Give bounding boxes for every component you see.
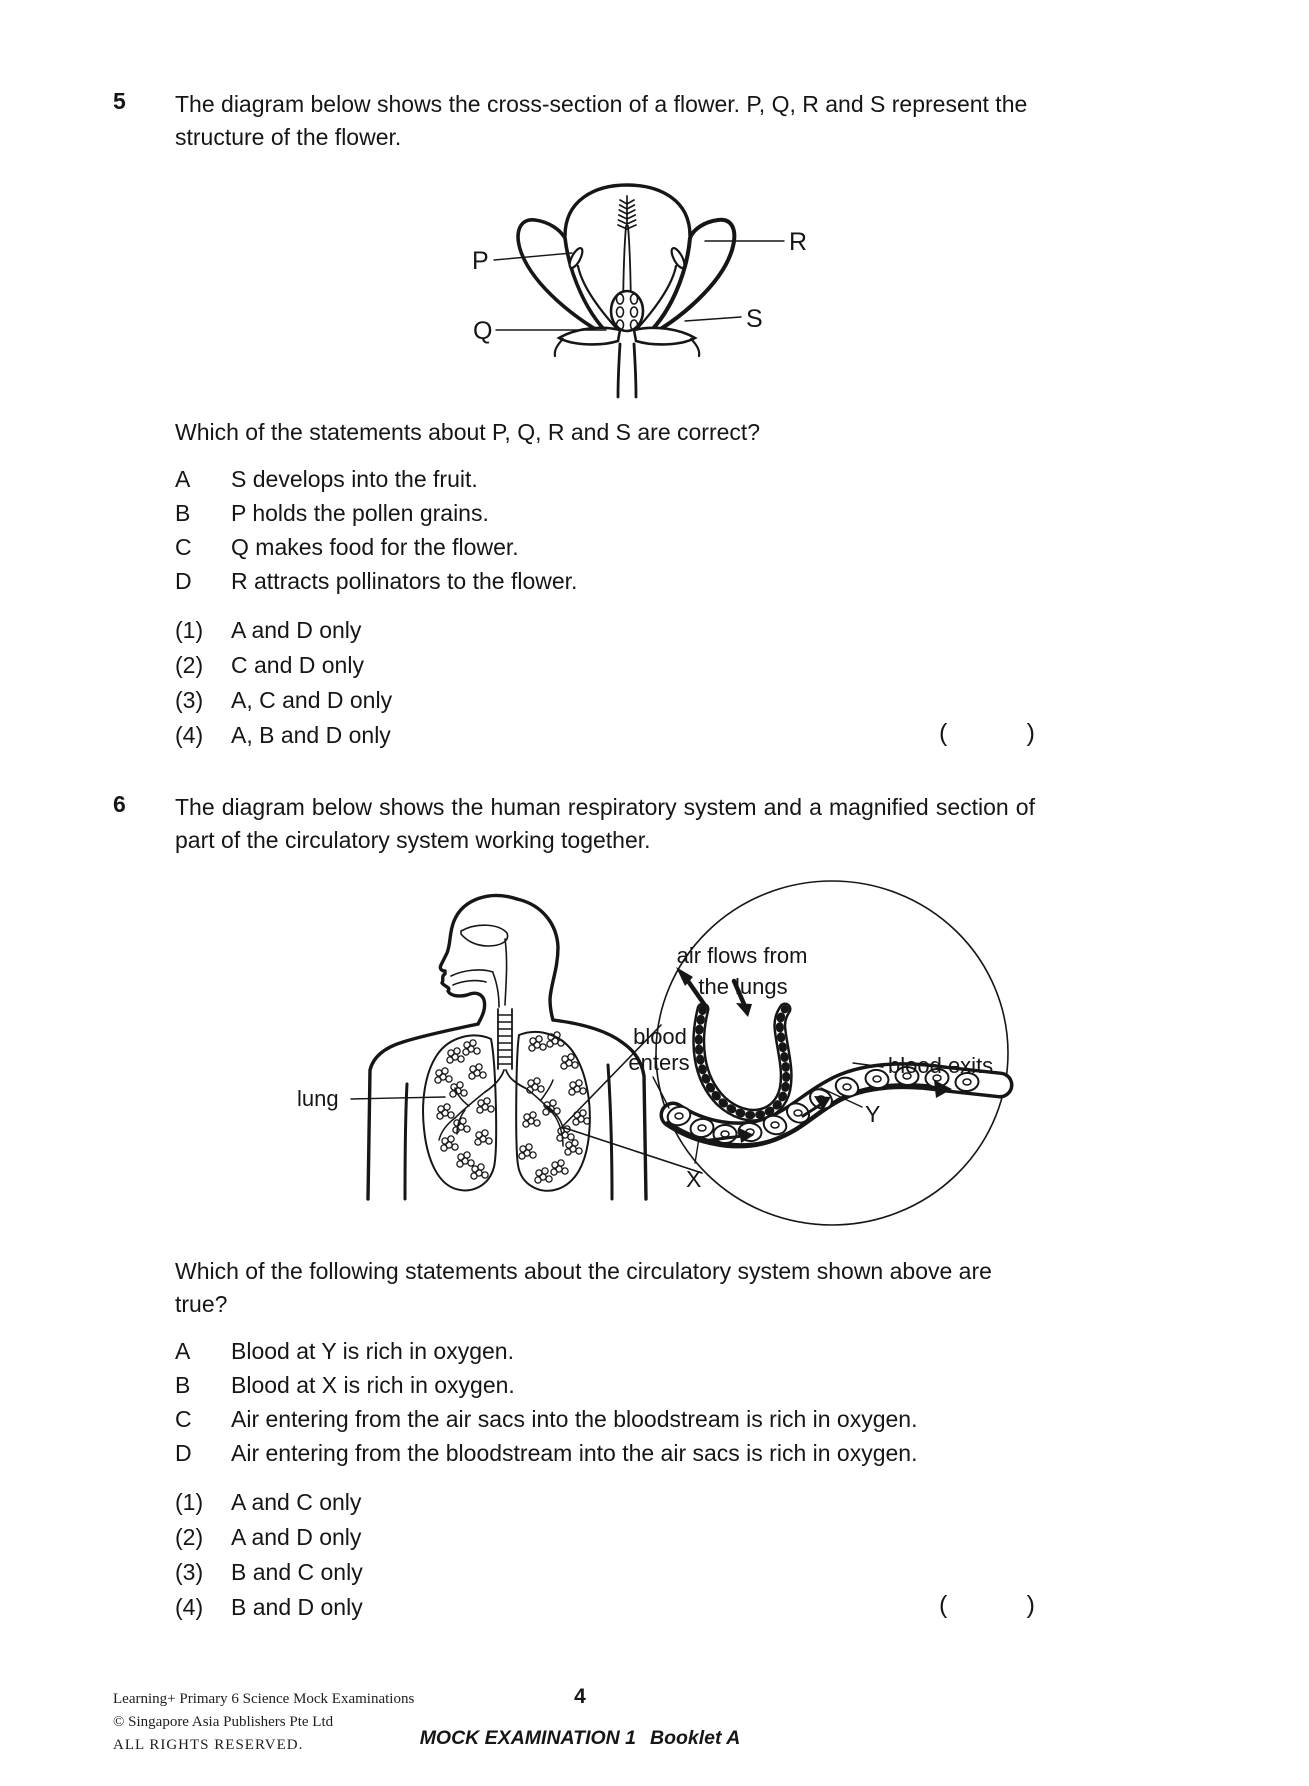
page-footer <box>0 1684 1309 1774</box>
option-row <box>175 613 1035 648</box>
flower-label-r: R <box>789 228 808 256</box>
option-text: B and C only <box>231 1559 363 1585</box>
statement-row <box>175 1334 1035 1368</box>
statement-letter: A <box>175 1338 191 1364</box>
nasal-cavity <box>461 925 508 946</box>
option-text: A and D only <box>231 617 362 643</box>
question-6-statements <box>175 1334 1035 1470</box>
label-air-flows-2: the lungs <box>698 974 788 999</box>
option-text: A and C only <box>231 1489 362 1515</box>
flower-diagram-wrap <box>175 180 1035 400</box>
label-blood-exits: blood exits <box>888 1053 994 1078</box>
option-row <box>175 1555 1035 1590</box>
label-lung: lung <box>297 1086 339 1111</box>
statement-row <box>175 1436 1035 1470</box>
option-number: (1) <box>175 617 204 643</box>
option-row <box>175 718 1035 753</box>
statement-letter: C <box>175 1406 192 1432</box>
flower-cross-section-diagram <box>460 180 812 400</box>
option-number: (2) <box>175 1524 204 1550</box>
statement-letter: D <box>175 1440 192 1466</box>
statement-text: Air entering from the air sacs into the bloodstream is rich in oxygen. <box>231 1406 918 1432</box>
question-6-prompt: The diagram below shows the human respiratory system and a magnified section of part of the circulatory system working together. <box>175 794 1035 853</box>
option-number: (3) <box>175 687 204 713</box>
flower-label-s: S <box>746 305 763 333</box>
question-6 <box>113 791 1214 1625</box>
statement-row <box>175 1402 1035 1436</box>
statement-text: Air entering from the bloodstream into the air sacs is rich in oxygen. <box>231 1440 918 1466</box>
arm-right-inner <box>608 1065 612 1199</box>
statement-text: S develops into the fruit. <box>231 466 478 492</box>
answer-bracket-q6[interactable]: ( ) <box>939 1591 1035 1619</box>
option-text: A and D only <box>231 1524 362 1550</box>
label-enters: enters <box>628 1050 690 1075</box>
option-text: B and D only <box>231 1594 363 1620</box>
label-air-flows-1: air flows from <box>676 943 808 968</box>
statement-text: P holds the pollen grains. <box>231 500 489 526</box>
respiratory-circulatory-diagram <box>255 877 1020 1239</box>
answer-bracket-q5[interactable]: ( ) <box>939 719 1035 747</box>
booklet-label: Booklet A <box>650 1727 741 1749</box>
option-row <box>175 1520 1035 1555</box>
option-row <box>175 1590 1035 1625</box>
statement-row <box>175 496 1035 530</box>
page-number: 4 <box>574 1685 586 1708</box>
footer-line-1: Learning+ Primary 6 Science Mock Examinations <box>113 1691 415 1707</box>
label-y: Y <box>865 1101 881 1127</box>
pointer-line-s <box>685 317 741 321</box>
statement-text: Blood at X is rich in oxygen. <box>231 1372 515 1398</box>
option-row <box>175 683 1035 718</box>
question-5-prompt: The diagram below shows the cross-section of a flower. P, Q, R and S represent the structure of the flower. <box>175 91 1028 150</box>
statement-text: R attracts pollinators to the flower. <box>231 568 578 594</box>
footer-center <box>0 1684 1160 1750</box>
question-5-subquestion: Which of the statements about P, Q, R and S are correct? <box>175 419 761 445</box>
question-5 <box>113 88 1214 753</box>
statement-text: Q makes food for the flower. <box>231 534 519 560</box>
flower-stem <box>618 344 620 397</box>
statement-letter: A <box>175 466 191 492</box>
question-6-options <box>175 1485 1035 1625</box>
exam-label: MOCK EXAMINATION 1 <box>419 1727 636 1749</box>
flower-label-q: Q <box>473 317 493 345</box>
footer-line-2: © Singapore Asia Publishers Pte Ltd <box>113 1714 334 1730</box>
statement-letter: B <box>175 1372 191 1398</box>
statement-letter: D <box>175 568 192 594</box>
pointer-line-lung <box>351 1097 445 1099</box>
statement-letter: B <box>175 500 191 526</box>
option-number: (3) <box>175 1559 204 1585</box>
question-5-statements <box>175 462 1035 598</box>
option-number: (4) <box>175 722 204 748</box>
label-x: X <box>686 1166 702 1192</box>
flower-petal-left <box>518 220 615 340</box>
label-blood: blood <box>633 1024 687 1049</box>
torso-right <box>553 1020 646 1199</box>
question-5-number: 5 <box>113 88 126 114</box>
option-text: A, C and D only <box>231 687 393 713</box>
statement-row <box>175 564 1035 598</box>
option-row <box>175 648 1035 683</box>
statement-row <box>175 530 1035 564</box>
arm-left-inner <box>405 1084 407 1199</box>
mouth-line <box>451 970 493 976</box>
statement-letter: C <box>175 534 192 560</box>
question-6-number: 6 <box>113 791 126 817</box>
option-number: (2) <box>175 652 204 678</box>
flower-label-p: P <box>472 247 489 275</box>
option-row <box>175 1485 1035 1520</box>
booklet-title <box>0 1727 1160 1750</box>
pharynx <box>505 939 507 1005</box>
option-number: (1) <box>175 1489 204 1515</box>
question-5-options <box>175 613 1035 753</box>
sepal-right <box>634 328 695 345</box>
anther-right <box>669 246 687 269</box>
option-text: C and D only <box>231 652 364 678</box>
footer-line-3: ALL RIGHTS RESERVED. <box>113 1737 304 1753</box>
statement-row <box>175 1368 1035 1402</box>
respiratory-diagram-wrap <box>175 877 1035 1239</box>
flower-petal-right <box>641 220 734 340</box>
option-text: A, B and D only <box>231 722 391 748</box>
statement-text: Blood at Y is rich in oxygen. <box>231 1338 514 1364</box>
option-number: (4) <box>175 1594 204 1620</box>
question-6-subquestion: Which of the following statements about the circulatory system shown above are true? <box>175 1258 992 1317</box>
trachea-rings <box>498 1015 512 1064</box>
statement-row <box>175 462 1035 496</box>
head-back <box>517 899 558 1020</box>
